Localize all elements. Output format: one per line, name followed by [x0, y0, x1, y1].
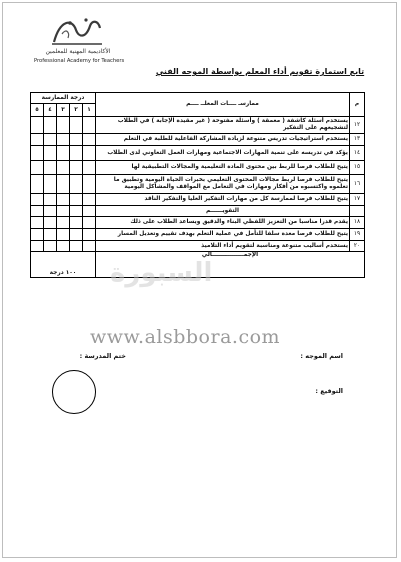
level-2: ٢	[70, 104, 83, 117]
practice-text: يتيح للطلاب فرصا لممارسة كل من مهارات التفكير العليا والتفكير الناقد	[96, 194, 350, 206]
practice-text: يستخدم أساليب متنوعة ومناسبة لتقويم أداء التلاميذ	[96, 241, 350, 252]
score-cell	[57, 175, 70, 194]
score-cell	[83, 117, 96, 134]
score-cell	[57, 206, 70, 217]
signature-label: التوقيع :	[315, 387, 343, 395]
score-cell	[44, 206, 57, 217]
row-number	[350, 206, 365, 217]
school-stamp-label: ختم المدرسة :	[79, 352, 126, 360]
score-cell	[57, 194, 70, 206]
score-cell	[44, 217, 57, 229]
score-cell	[57, 117, 70, 134]
score-cell	[44, 194, 57, 206]
score-cell	[44, 229, 57, 241]
practice-text: يستخدم استراتيجيات تدريس متنوعة لزيادة المشاركة الفاعلية للطلبة في التعلم	[96, 134, 350, 146]
row-number: ١٨	[350, 217, 365, 229]
score-cell	[83, 161, 96, 175]
score-cell	[83, 217, 96, 229]
evaluation-table	[30, 92, 365, 278]
score-cell	[83, 229, 96, 241]
score-cell	[70, 217, 83, 229]
table-header-row	[31, 93, 365, 104]
score-cell	[70, 117, 83, 134]
level-3: ٣	[57, 104, 70, 117]
website-watermark: www.alsbbora.com	[90, 326, 281, 348]
score-cell	[31, 206, 44, 217]
school-stamp-circle	[52, 370, 96, 414]
score-cell	[31, 175, 44, 194]
table-row	[31, 146, 365, 161]
logo-english-text: Professional Academy for Teachers	[34, 58, 125, 64]
score-cell	[44, 134, 57, 146]
row-number: ١٥	[350, 161, 365, 175]
score-cell	[44, 241, 57, 252]
row-number: ٢٠	[350, 241, 365, 252]
table-row	[31, 194, 365, 206]
practice-text: يتيح للطلاب فرصا لربط مجالات المحتوى التعليمي بخبرات الحياة اليومية وتطبيق ما تعلموه واكتسبوه من أفكار ومهارات في التعامل مع المواقف والمشاكل اليومية	[96, 175, 350, 194]
practice-text: يتيح للطلاب فرصا للربط بين محتوى المادة التعليمية والمجالات التطبيقية لها	[96, 161, 350, 175]
row-number: ١٤	[350, 146, 365, 161]
row-number: ١٩	[350, 229, 365, 241]
score-cell	[83, 146, 96, 161]
table-row	[31, 175, 365, 194]
score-cell	[44, 117, 57, 134]
table-row	[31, 117, 365, 134]
score-cell	[57, 229, 70, 241]
score-cell	[57, 134, 70, 146]
practice-text: يستخدم أسئلة كاشفة ( معمقة ) وأسئلة مفتوحة ( غير مقيدة الإجابة ) في الطلاب لتشجيعهم على التفكير	[96, 117, 350, 134]
score-cell	[83, 175, 96, 194]
score-cell	[31, 217, 44, 229]
table-row	[31, 161, 365, 175]
score-cell	[57, 161, 70, 175]
score-cell	[83, 241, 96, 252]
practice-degree-header: درجة الممارسة	[31, 93, 96, 104]
row-number: ١٢	[350, 117, 365, 134]
score-cell	[57, 217, 70, 229]
practice-text: يتيح للطلاب فرصا معدة سلفا للتأمل في عملية التعلم بهدف تقييم وتعديل المسار	[96, 229, 350, 241]
score-cell	[70, 229, 83, 241]
table-row	[31, 134, 365, 146]
table-row	[31, 241, 365, 252]
score-cell	[31, 117, 44, 134]
score-cell	[44, 175, 57, 194]
supervisor-name-label: اسم الموجه :	[300, 352, 343, 360]
score-cell	[44, 161, 57, 175]
score-cell	[57, 241, 70, 252]
score-cell	[70, 241, 83, 252]
score-cell	[70, 146, 83, 161]
academy-logo	[34, 14, 125, 76]
score-cell	[31, 134, 44, 146]
score-cell	[70, 161, 83, 175]
watermark-text: السبورة	[110, 258, 213, 288]
row-number: ١٦	[350, 175, 365, 194]
score-cell	[83, 206, 96, 217]
score-cell	[70, 194, 83, 206]
section-title: التقويــــــم	[96, 206, 350, 217]
practices-header: ممارسـ ــــات المعلــ ــــم	[96, 93, 350, 117]
score-cell	[70, 175, 83, 194]
total-score: ١٠٠ درجة	[31, 252, 96, 278]
score-cell	[31, 229, 44, 241]
logo-arabic-text: الأكاديمية المهنية للمعلمين	[45, 48, 111, 55]
table-row	[31, 229, 365, 241]
practice-text: يؤكد في تدريسه على تنمية المهارات الاجتماعية ومهارات العمل التعاوني لدى الطلاب	[96, 146, 350, 161]
score-cell	[31, 194, 44, 206]
score-cell	[83, 194, 96, 206]
total-label: الإجمــــــــــــــــالي	[96, 252, 365, 278]
row-number: ١٧	[350, 194, 365, 206]
document-title: تابع استمارة تقويم أداء المعلم بواسطة الموجه الفني	[155, 67, 365, 76]
level-1: ١	[83, 104, 96, 117]
practice-text: يقدم قدرا مناسبا من التعزيز اللفظي البناء والدقيق ويساعد الطلاب على ذلك	[96, 217, 350, 229]
number-header: م	[350, 93, 365, 117]
row-number: ١٣	[350, 134, 365, 146]
section-row	[31, 206, 365, 217]
level-4: ٤	[44, 104, 57, 117]
score-cell	[31, 146, 44, 161]
score-cell	[70, 206, 83, 217]
score-cell	[31, 241, 44, 252]
table-row	[31, 217, 365, 229]
score-cell	[70, 134, 83, 146]
calligraphy-logo-icon	[46, 14, 106, 48]
score-cell	[83, 134, 96, 146]
score-cell	[57, 146, 70, 161]
score-cell	[31, 161, 44, 175]
score-cell	[44, 146, 57, 161]
level-5: ٥	[31, 104, 44, 117]
